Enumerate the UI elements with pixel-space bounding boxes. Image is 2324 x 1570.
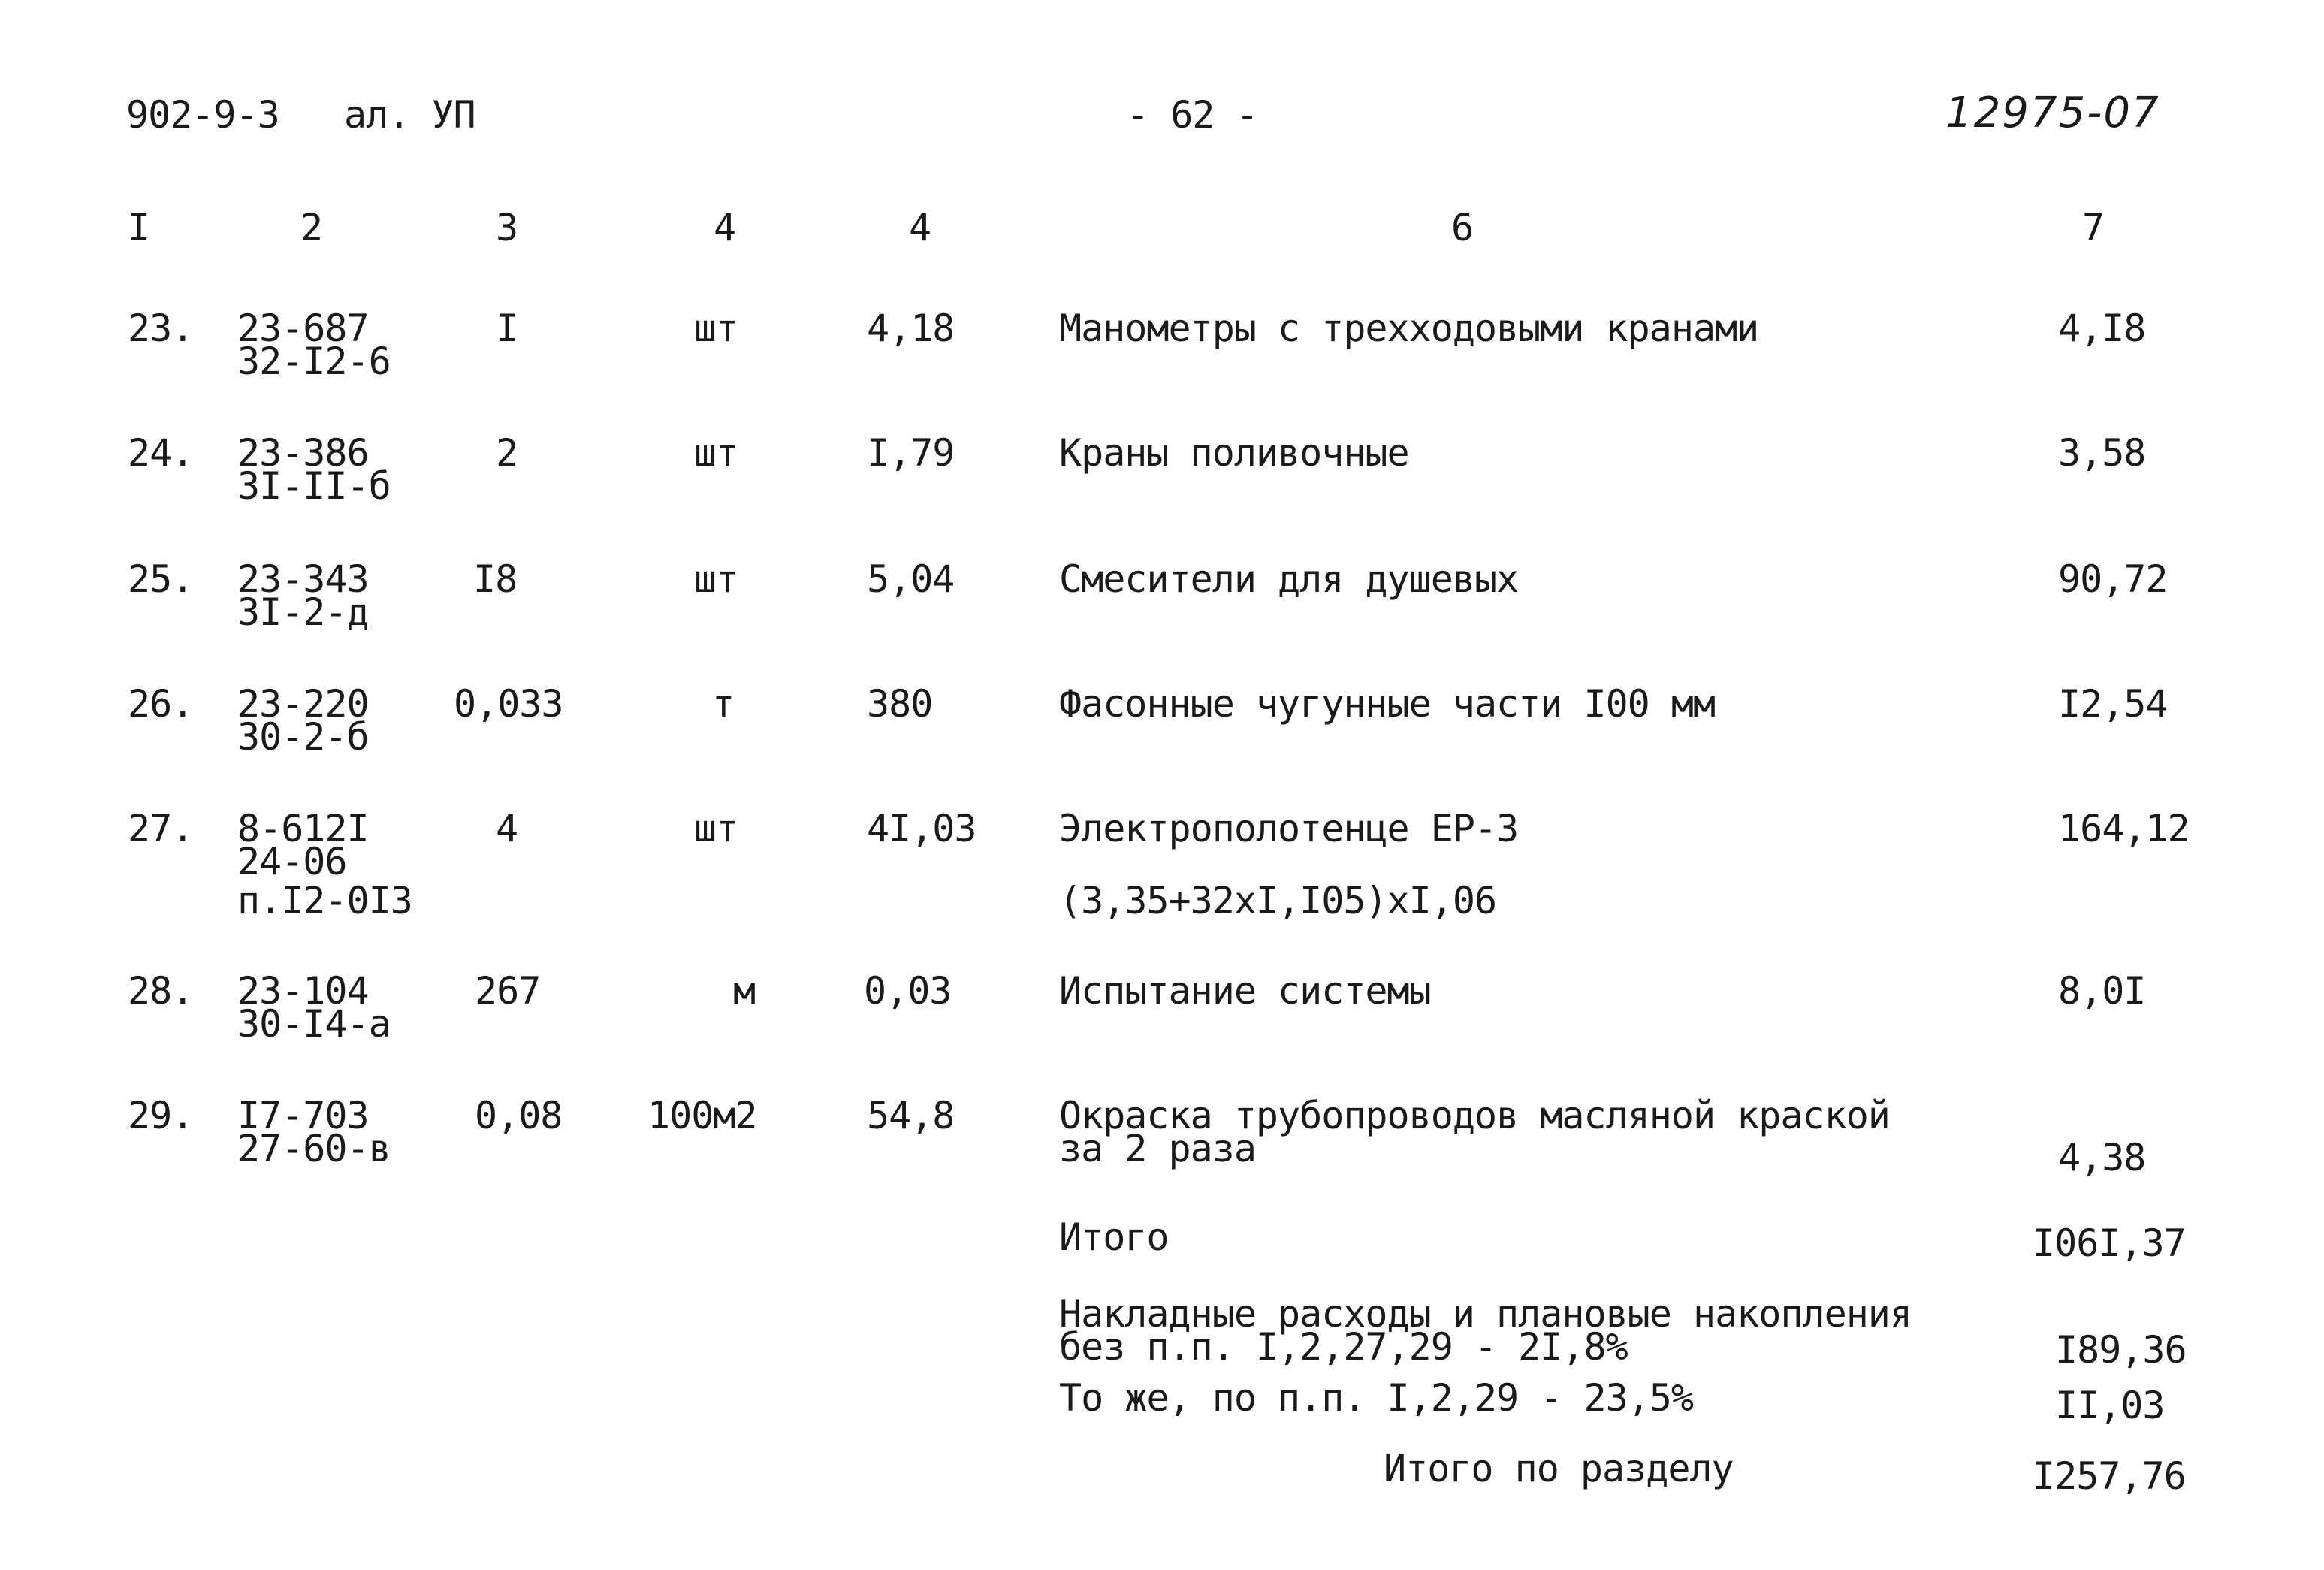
quantity: 0,033: [454, 682, 563, 726]
code-line-2: 30-2-б: [237, 715, 369, 759]
row-total: 4,I8: [2058, 306, 2146, 350]
column-header: 4: [714, 206, 736, 249]
quantity: I: [496, 306, 518, 350]
quantity: 0,08: [475, 1094, 563, 1137]
same-label: То же, по п.п. I,2,29 - 23,5%: [1059, 1376, 1693, 1420]
same-value: II,03: [2055, 1384, 2165, 1427]
unit: 100м2: [647, 1094, 757, 1137]
unit-price: I,79: [867, 431, 955, 475]
row-total: 3,58: [2058, 431, 2146, 475]
column-header: 6: [1451, 206, 1474, 249]
code-line-2: 3I-II-б: [237, 464, 391, 508]
album-label: ал. УП: [344, 93, 475, 137]
column-header: 7: [2082, 206, 2105, 249]
subtotal-value: I06I,37: [2033, 1221, 2186, 1265]
row-total: 164,12: [2058, 807, 2190, 850]
code-line-2: 30-I4-а: [237, 1002, 391, 1046]
code-line-3: п.I2-0I3: [237, 879, 412, 922]
code-line-1: I7-703: [237, 1094, 369, 1137]
row-number: 28.: [128, 969, 194, 1013]
column-header: 4: [909, 206, 931, 249]
unit: т: [712, 682, 735, 726]
code-line-1: 23-104: [237, 969, 369, 1013]
code-line-1: 23-343: [237, 557, 369, 601]
unit-price: 4,18: [867, 306, 955, 350]
row-total: 90,72: [2058, 557, 2168, 601]
column-header: 3: [496, 206, 518, 249]
quantity: 2: [496, 431, 518, 475]
description-line-1: Смесители для душевых: [1059, 557, 1519, 601]
row-number: 23.: [128, 306, 194, 350]
unit: м: [733, 969, 756, 1013]
row-number: 24.: [128, 431, 194, 475]
code-line-2: 32-I2-6: [237, 340, 391, 383]
unit: шт: [694, 807, 738, 850]
description-line-2: (3,35+32хI,I05)хI,06: [1059, 879, 1497, 922]
description-line-1: Испытание системы: [1059, 969, 1431, 1013]
left-code: 902-9-3: [126, 93, 279, 137]
unit: шт: [694, 557, 738, 601]
row-number: 25.: [128, 557, 194, 601]
row-number: 29.: [128, 1094, 194, 1137]
description-line-1: Электрополотенце ЕР-3: [1059, 807, 1519, 850]
unit: шт: [694, 431, 738, 475]
description-line-2: за 2 раза: [1059, 1127, 1256, 1170]
code-line-2: 27-60-в: [237, 1127, 391, 1170]
code-line-1: 23-687: [237, 306, 369, 350]
subtotal-label: Итого: [1059, 1215, 1169, 1259]
quantity: 267: [475, 969, 541, 1013]
quantity: I8: [473, 557, 518, 601]
code-line-2: 3I-2-д: [237, 590, 369, 634]
unit-price: 5,04: [867, 557, 955, 601]
row-total: 4,38: [2058, 1136, 2146, 1179]
unit-price: 0,03: [864, 969, 952, 1013]
unit-price: 380: [867, 682, 933, 726]
unit-price: 54,8: [867, 1094, 955, 1137]
description-line-1: Окраска трубопроводов масляной краской: [1059, 1094, 1890, 1137]
overhead-value: I89,36: [2055, 1328, 2187, 1372]
code-line-1: 23-386: [237, 431, 369, 475]
quantity: 4: [496, 807, 518, 850]
doc-number: 12975-07: [1945, 89, 2160, 137]
section-total-value: I257,76: [2033, 1454, 2186, 1498]
unit-price: 4I,03: [867, 807, 976, 850]
page-number: - 62 -: [1127, 93, 1258, 137]
column-header: 2: [300, 206, 323, 249]
code-line-1: 23-220: [237, 682, 369, 726]
unit: шт: [694, 306, 738, 350]
overhead-label-line-1: Накладные расходы и плановые накопления: [1059, 1292, 1912, 1336]
description-line-1: Краны поливочные: [1059, 431, 1409, 475]
code-line-1: 8-612I: [237, 807, 369, 850]
description-line-1: Фасонные чугунные части I00 мм: [1059, 682, 1716, 726]
section-total-label: Итого по разделу: [1384, 1447, 1734, 1490]
row-number: 26.: [128, 682, 194, 726]
row-number: 27.: [128, 807, 194, 850]
column-header: I: [128, 206, 150, 249]
code-line-2: 24-06: [237, 840, 347, 883]
description-line-1: Манометры с трехходовыми кранами: [1059, 306, 1759, 350]
overhead-label-line-2: без п.п. I,2,27,29 - 2I,8%: [1059, 1325, 1628, 1369]
row-total: 8,0I: [2058, 969, 2146, 1013]
row-total: I2,54: [2058, 682, 2168, 726]
